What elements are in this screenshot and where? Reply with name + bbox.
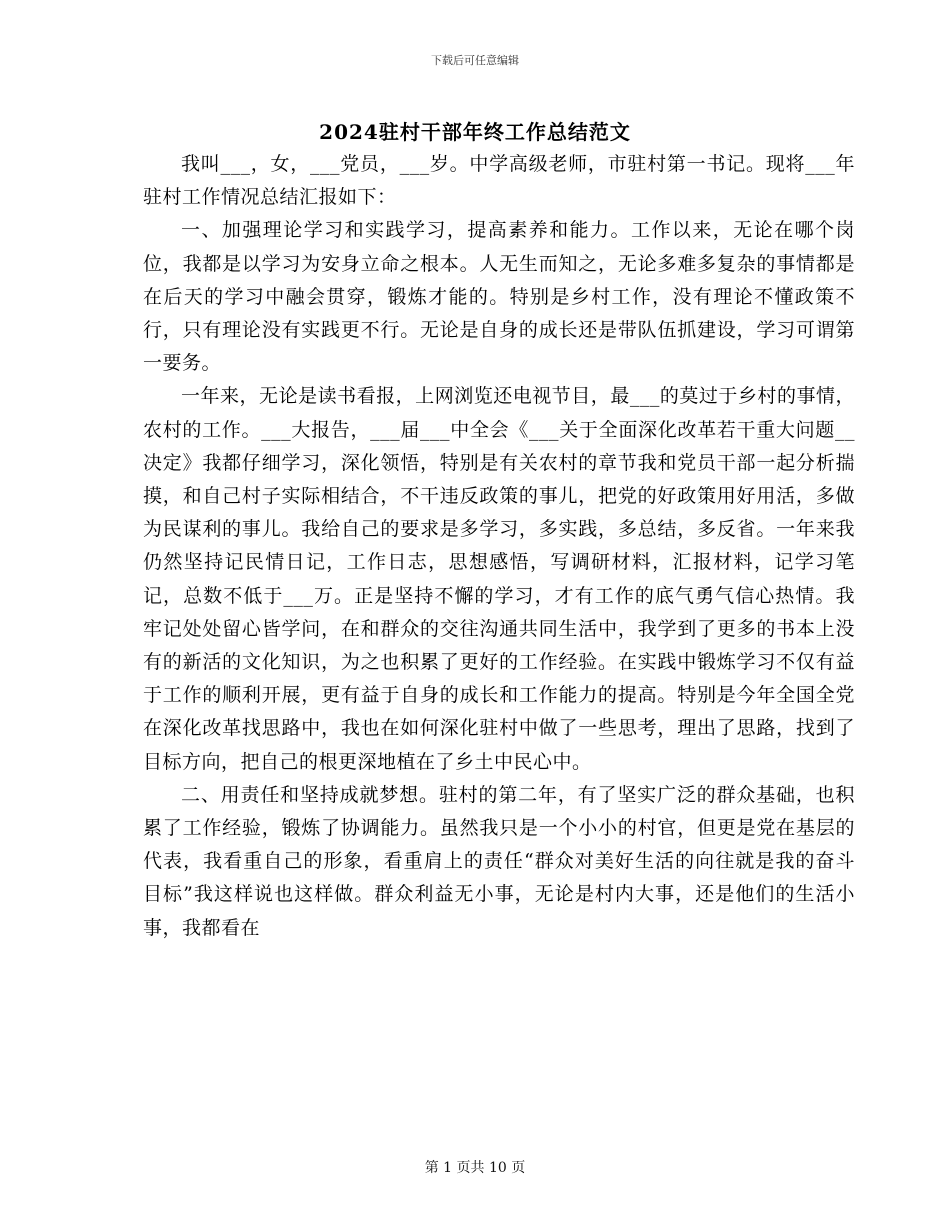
page-header: 下载后可任意编辑 (431, 54, 519, 67)
paragraph-section-one: 一、加强理论学习和实践学习，提高素养和能力。工作以来，无论在哪个岗位，我都是以学习为安身立命之根本。人无生而知之，无论多难多复杂的事情都是在后天的学习中融会贯穿，锻炼才能的。特别是乡村工作，没有理论不懂政策不行，只有理论没有实践更不行。无论是自身的成长还是带队伍抓建设，学习可谓第一要务。 (143, 219, 855, 375)
paragraph-study-year: 一年来，无论是读书看报，上网浏览还电视节目，最___的莫过于乡村的事情，农村的工作。___大报告，___届___中全会《___关于全面深化改革若干重大问题__决定》我都仔细学习，深化领悟，特别是有关农村的章节我和党员干部一起分析揣摸，和自己村子实际相结合，不干违反政策的事儿，把党的好政策用好用活，多做为民谋利的事儿。我给自己的要求是多学习，多实践，多总结，多反省。一年来我仍然坚持记民情日记，工作日志，思想感悟，写调研材料，汇报材料，记学习笔记，总数不低于___万。正是坚持不懈的学习，才有工作的底气勇气信心热情。我牢记处处留心皆学问，在和群众的交往沟通共同生活中，我学到了更多的书本上没有的新活的文化知识，为之也积累了更好的工作经验。在实践中锻炼学习不仅有益于工作的顺利开展，更有益于自身的成长和工作能力的提高。特别是今年全国全党在深化改革找思路中，我也在如何深化驻村中做了一些思考，理出了思路，找到了目标方向，把自己的根更深地植在了乡土中民心中。 (143, 385, 855, 773)
paragraph-intro: 我叫___，女，___党员，___岁。中学高级老师，市驻村第一书记。现将___年驻村工作情况总结汇报如下： (143, 153, 855, 209)
document-title: 2024驻村干部年终工作总结范文 (319, 120, 631, 144)
document-body (143, 148, 855, 945)
page-footer: 第 1 页共 10 页 (424, 1160, 526, 1176)
paragraph-section-two: 二、用责任和坚持成就梦想。驻村的第二年，有了坚实广泛的群众基础，也积累了工作经验，锻炼了协调能力。虽然我只是一个小小的村官，但更是党在基层的代表，我看重自己的形象，看重肩上的责任“群众对美好生活的向往就是我的奋斗目标”我这样说也这样做。群众利益无小事，无论是村内大事，还是他们的生活小事，我都看在 (143, 783, 855, 939)
